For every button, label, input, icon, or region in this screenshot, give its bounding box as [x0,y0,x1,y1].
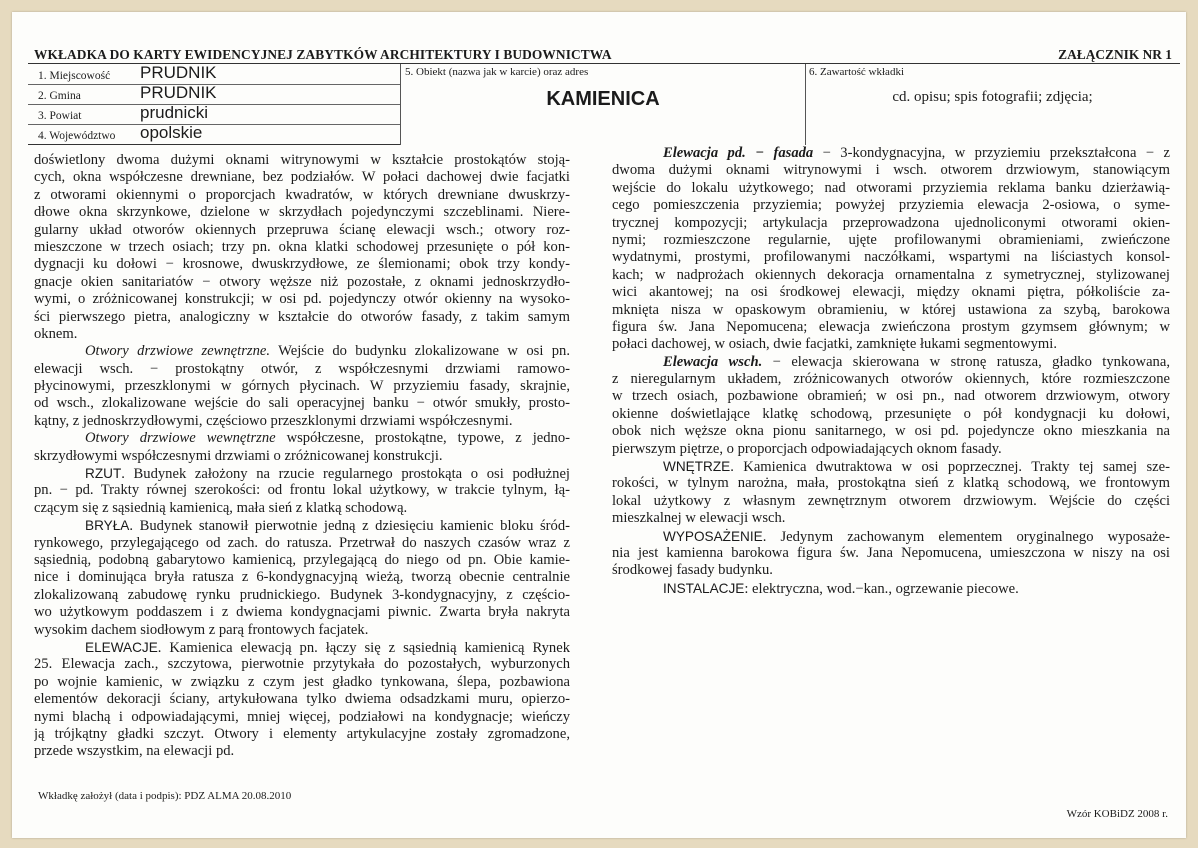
text-line [612,406,1170,423]
text-heading: Otwory drzwiowe wewnętrzne [85,430,276,447]
text-span: zlokalizowaną zabudowę rynku prudnickiego. Budynek 3-kondygnacyjny, z częścio- [34,586,570,603]
text-line [34,656,570,673]
text-line [34,726,570,743]
text-span: mknięta nisza w opaskowym obramieniu, w której ustawiona za szybą, barokowa [612,301,1170,318]
text-span: wymi, o zróżnicowanej konstrukcji; w osi pd. pojedynczy otwór okienny na wysoko- [34,291,570,308]
text-line [34,395,570,412]
text-heading: Otwory drzwiowe zewnętrzne. [85,343,270,360]
text-line [34,622,570,639]
text-span: cego pomieszczenia przyziemia; powyżej przyziemia elewacja 2-osiowa, o syme- [612,197,1170,214]
text-span: wysokim dachem siodłowym z parą frontowych facjatek. [34,621,369,638]
text-line [612,580,1170,597]
text-span: 25. Elewacja zach., szczytowa, pierwotnie przytykała do pozostałych, wyburzonych [34,656,570,673]
header-table [28,63,1180,146]
contents-value: cd. opisu; spis fotografii; zdjęcia; [892,89,1093,105]
text-span: okienne doświetlające klatkę schodową, przesunięte o pół kondygnacji ku dołowi, [612,405,1170,422]
text-line [34,535,570,552]
text-line [612,562,1170,579]
text-span: współczesne, prostokątne, typowe, z jedno- [275,430,570,447]
text-line [34,378,570,395]
text-line [34,256,570,273]
text-line [612,336,1170,353]
field-label: 4. Województwo [38,130,116,142]
text-line [34,604,570,621]
contents-box [805,64,1180,145]
text-line [34,517,570,534]
text-column-right [612,145,1170,597]
text-span: elewacji wsch. − prostokątny otwór, z współczesnymi drzwiami ramowo- [34,360,570,377]
field-label: 2. Gmina [38,90,81,102]
field-value: PRUDNIK [140,83,217,102]
text-line [612,145,1170,162]
text-line [34,239,570,256]
document-title: WKŁADKA DO KARTY EWIDENCYJNEJ ZABYTKÓW ARCHITEKTURY I BUDOWNICTWA [34,47,612,62]
text-line [612,493,1170,510]
text-heading: BRYŁA [85,518,130,534]
text-line [34,552,570,569]
text-line [612,215,1170,232]
text-span: nymi; rozmieszczone regularnie, ujęte profilowanymi obramieniami, zwieńczone [612,231,1170,248]
text-span: z otworami okiennymi o proporcjach kwadratów, w których drewniane dwuskrzy- [34,186,570,203]
text-line [34,187,570,204]
text-line [34,291,570,308]
text-line [34,152,570,169]
text-line [34,222,570,239]
text-line [612,458,1170,475]
text-span: gularny układ otworów okiennych przepruwa ścianę elewacji wsch.; otwory roz- [34,221,570,238]
text-line [34,743,570,760]
text-span: kach; w nadprożach okiennych dekoracja ornamentalna z symetrycznej, stylizowanej [612,266,1170,283]
text-span: − elewacja skierowana w stronę ratusza, gładko tynkowana, [762,353,1170,370]
text-span: . Jedynym zachowanym elementem oryginalnego wyposaże- [762,528,1170,545]
text-line [34,691,570,708]
text-heading: ELEWACJE [85,639,158,655]
text-heading: WYPOSAŻENIE [663,528,763,544]
text-span: mieszkalnej w elewacji wsch. [612,510,786,527]
text-span: po wojnie kamienic, w związku z czym jest gładko tynkowana, ślepa, pozbawiona [34,673,570,690]
text-line [612,423,1170,440]
text-span: skrzydłowymi współczesnymi drzwiami o zróżnicowanej konstrukcji. [34,447,443,464]
text-line [34,465,570,482]
text-span: ją trójkątny gładki szczyt. Otwory i elementy artykulacyjne zostały zgromadzone, [34,725,570,742]
text-column-left [34,152,570,761]
text-line [34,361,570,378]
text-line [34,569,570,586]
text-span: . Kamienica elewacją pn. łączy się z sąsiednią kamienicą Rynek [157,639,570,656]
text-line [612,180,1170,197]
text-span: . Budynek stanowił pierwotnie jedną z dziesięciu kamienic bloku śród- [129,518,570,535]
text-line [612,441,1170,458]
field-label: 3. Powiat [38,110,82,122]
text-line [612,388,1170,405]
text-span: elementów dekoracji ściany, artykułowana tylko dwiema odsadzkami muru, opierzo- [34,691,570,708]
object-name: KAMIENICA [546,88,660,110]
text-line [612,267,1170,284]
text-span: trycznej kompozycji; artykulacja przeprowadzona ujednoliconymi otworami okien- [612,214,1170,231]
text-line [612,354,1170,371]
text-line [34,500,570,517]
text-span: wo użytkowym poddaszem i z dwiema kondygnacjami piwnic. Zwarta bryła nakryta [34,604,570,621]
text-line [34,309,570,326]
text-span: wydatnymi, prostymi, profilowanymi naczółkami, wspartymi na liściastych konsol- [612,249,1170,266]
text-heading: INSTALACJE [663,580,745,596]
field-voivodeship [28,124,400,145]
text-span: wici akantowej; na osi środkowej elewacji, między oknami piętra, półkoliście za- [612,284,1170,301]
text-span: gnacje okien sanitariatów − otwory węższe niż pozostałe, z oknami jednoskrzydło- [34,273,570,290]
text-line [34,482,570,499]
text-span: Wejście do budynku zlokalizowane w osi pn. [270,343,570,360]
text-span: rokości, w tylnym narożna, mała, prostokątna sień z klatką schodową, we frontowym [612,475,1170,492]
text-span: doświetlony dwoma dużymi oknami witrynowymi w kształcie prostokątów stoją- [34,152,570,168]
text-line [612,528,1170,545]
text-span: lokal użytkowy z własnym zewnętrznym otworem drzwiowym. Wejście do części [612,492,1170,509]
text-line [34,639,570,656]
text-line [34,343,570,360]
text-span: dygnacji ku dołowi − krosnowe, dwuskrzydłowe, ze ślemionami; obok trzy kondy- [34,256,570,273]
text-line [34,430,570,447]
text-span: mieszczone w trzech osiach; trzy pn. okna klatki schodowej przesunięte o pół kon- [34,238,570,255]
text-line [34,587,570,604]
text-span: nymi blachą i odpowiadającymi, mniej więcej, podziałowi na kondygnacje; wieńczy [34,708,570,725]
field-commune [28,84,400,105]
text-span: połaci dachowej, w osiach, dwie facjatki, zamknięte łukami segmentowymi. [612,336,1057,353]
text-span: . Budynek założony na rzucie regularnego prostokąta o osi podłużnej [121,466,570,483]
text-span: : elektryczna, wod.−kan., ogrzewanie piecowe. [744,580,1019,597]
text-heading: Elewacja wsch. [663,353,763,370]
text-span: od wsch., zlokalizowane wejście do sali operacyjnej banku − otwór smukły, prosto- [34,395,570,412]
text-span: ści pierwszego pietra, analogiczny w kształcie do otworów fasady, z takim samym [34,308,570,325]
text-line [612,475,1170,492]
text-span: rynkowego, przylegającego od zach. do ratusza. Przetrwał do naszych czasów wraz z [34,534,570,551]
object-box [400,64,806,145]
text-span: z nieregularnym układem, zróżnicowanych otworów okiennych, które rozmieszczone [612,371,1170,388]
text-span: czącym się z sąsiednią kamienicą, mała sień z klatką schodową. [34,499,408,516]
text-line [34,326,570,343]
text-span: środkowej fasady budynku. [612,562,773,579]
text-span: w trzech osiach, pozbawione obramień; w osi pn., nad otworem drzwiowym, otwory [612,388,1170,405]
text-line [612,319,1170,336]
text-line [34,674,570,691]
text-span: cych, okna współczesne drewniane, bez podziałów. W połaci dachowej dwie facjatki [34,169,570,186]
field-value: opolskie [140,123,203,142]
text-line [612,302,1170,319]
field-label: 1. Miejscowość [38,70,111,82]
text-span: . Kamienica dwutraktowa w osi poprzecznej. Trakty tej samej sze- [730,459,1170,476]
text-line [612,162,1170,179]
text-span: figura św. Jana Nepomucena; elewacja zwieńczona prostym gzymsem głównym; w [612,318,1170,335]
template-note: Wzór KOBiDZ 2008 r. [1066,808,1168,820]
field-locality [28,64,400,85]
text-span: przede wszystkim, na elewacji pd. [34,743,235,760]
contents-label: 6. Zawartość wkładki [809,66,904,78]
text-line [612,232,1170,249]
text-span: pierwszym piętrze, o proporcjach odpowiadających oknom fasady. [612,440,1002,457]
author-note: Wkładkę założył (data i podpis): PDZ ALMA 20.08.2010 [38,790,292,802]
annex-number: ZAŁĄCZNIK NR 1 [1058,47,1172,62]
text-line [612,510,1170,527]
text-line [34,413,570,430]
text-line [34,709,570,726]
text-span: − 3-kondygnacyjna, w przyziemiu przekształcona − z [813,145,1170,161]
text-heading: Elewacja pd. − fasada [663,145,814,161]
text-span: kątny, z jednoskrzydłowymi, częściowo przeszklonymi drzwiami współczesnymi. [34,412,513,429]
object-label: 5. Obiekt (nazwa jak w karcie) oraz adres [405,66,589,78]
field-value: prudnicki [140,103,209,122]
text-span: sąsiednią, podobną gabarytowo kamienicą, przylegającą do niego od pn. Obie kamie- [34,551,570,568]
text-span: oknem. [34,325,78,342]
text-span: wejście do lokalu użytkowego; nad otworami przyziemia reklama banku dzierżawią- [612,179,1170,196]
text-line [612,371,1170,388]
field-county [28,104,400,125]
text-line [612,197,1170,214]
text-heading: WNĘTRZE [663,459,731,475]
text-span: płycinowymi, przeszklonymi w górnych płycinach. W przyziemiu fasady, skrajnie, [34,378,570,395]
text-span: obok nich węższe okna pionu sanitarnego, w osi pd. pojedyncze okno mieszkania na [612,423,1170,440]
text-line [612,284,1170,301]
text-line [34,274,570,291]
text-span: dłowe okna skrzynkowe, dzielone w skrzydłach pojedynczymi szczeblinami. Niere- [34,204,570,221]
text-span: nice i dominująca bryła ratusza z 6-kondygnacyjną wieżą, tworzą obecnie centralnie [34,569,570,586]
text-heading: RZUT [85,466,122,482]
text-line [34,448,570,465]
field-value: PRUDNIK [140,63,217,82]
text-span: nia jest kamienna barokowa figura św. Jana Nepomucena, umieszczona w niszy na osi [612,544,1170,561]
text-line [612,249,1170,266]
text-line [34,204,570,221]
text-line [612,545,1170,562]
text-span: dwoma dużymi oknami witrynowymi i wsch. otworem drzwiowym, stanowiącym [612,162,1170,179]
text-span: pn. − pd. Trakty równej szerokości: od frontu lokal użytkowy, w trakcie tylnym, łą- [34,482,570,499]
text-line [34,169,570,186]
